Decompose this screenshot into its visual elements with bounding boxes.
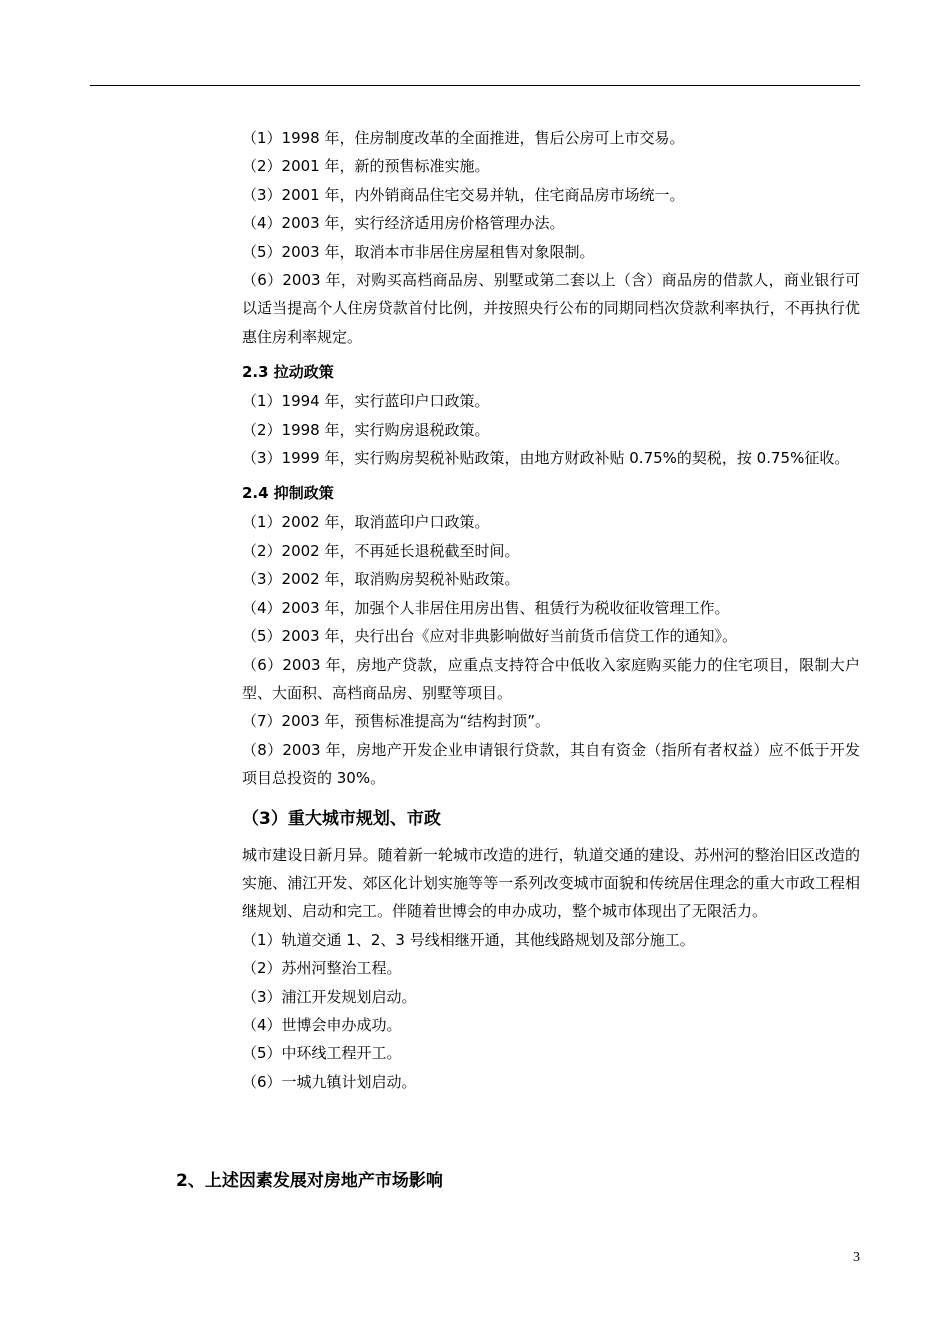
list-item: （1）轨道交通 1、2、3 号线相继开通，其他线路规划及部分施工。	[242, 930, 695, 949]
restrictive-policy-list	[242, 508, 860, 792]
list-item: （2）2002 年，不再延长退税截至时间。	[242, 541, 520, 560]
list-item: （5）2003 年，取消本市非居住房屋租售对象限制。	[242, 242, 595, 261]
urban-planning-list	[242, 926, 860, 1096]
list-item: （2）2001 年，新的预售标准实施。	[242, 157, 490, 176]
list-item: （2）1998 年，实行购房退税政策。	[242, 420, 490, 439]
list-item: （7）2003 年，预售标准提高为“结构封顶”。	[242, 712, 551, 731]
header-rule	[90, 85, 860, 86]
list-item: （4）世博会申办成功。	[242, 1015, 402, 1034]
list-item: （1）1998 年，住房制度改革的全面推进，售后公房可上市交易。	[242, 129, 685, 147]
list-item: （3）1999 年，实行购房契税补贴政策，由地方财政补贴 0.75%的契税，按 0.75%征收。	[242, 449, 850, 468]
list-item: （5）2003 年，央行出台《应对非典影响做好当前货币信贷工作的通知》。	[242, 627, 737, 646]
urban-planning-intro: 城市建设日新月异。随着新一轮城市改造的进行，轨道交通的建设、苏州河的整治旧区改造的实施、浦江开发、郊区化计划实施等等一系列改变城市面貌和传统居住理念的重大市政工程相继规划、启动和完工。伴随着世博会的申办成功，整个城市体现出了无限活力。	[242, 845, 860, 921]
page-number: 3	[853, 1250, 860, 1265]
stimulus-policy-list	[242, 387, 860, 472]
list-item: （1）2002 年，取消蓝印户口政策。	[242, 513, 490, 532]
list-item: （3）2002 年，取消购房契税补贴政策。	[242, 570, 520, 589]
document-body	[242, 124, 860, 1096]
list-item: （6）2003 年，房地产贷款，应重点支持符合中低收入家庭购买能力的住宅项目，限制大户型、大面积、高档商品房、别墅等项目。	[242, 655, 860, 702]
list-item: （4）2003 年，加强个人非居住用房出售、租赁行为税收征收管理工作。	[242, 598, 730, 617]
list-item: （3）2001 年，内外销商品住宅交易并轨，住宅商品房市场统一。	[242, 185, 685, 204]
list-item: （6）一城九镇计划启动。	[242, 1072, 417, 1091]
section-heading-2-3: 2.3 拉动政策	[242, 363, 334, 382]
list-item: （3）浦江开发规划启动。	[242, 987, 417, 1006]
list-item: （6）2003 年，对购买高档商品房、别墅或第二套以上（含）商品房的借款人，商业银行可以适当提高个人住房贷款首付比例，并按照央行公布的同期同档次贷款利率执行，不再执行优惠住房利率规定。	[242, 271, 860, 346]
section-heading-2-4: 2.4 抑制政策	[242, 484, 334, 503]
section-heading-2: 2、上述因素发展对房地产市场影响	[176, 1171, 443, 1191]
list-item: （2）苏州河整治工程。	[242, 959, 402, 978]
list-item: （1）1994 年，实行蓝印户口政策。	[242, 392, 490, 411]
policy-list	[242, 124, 860, 351]
list-item: （5）中环线工程开工。	[242, 1044, 402, 1063]
list-item: （8）2003 年，房地产开发企业申请银行贷款，其自有资金（指所有者权益）应不低于开发项目总投资的 30%。	[242, 740, 860, 788]
list-item: （4）2003 年，实行经济适用房价格管理办法。	[242, 214, 565, 233]
section-heading-urban-planning: （3）重大城市规划、市政	[242, 808, 441, 829]
